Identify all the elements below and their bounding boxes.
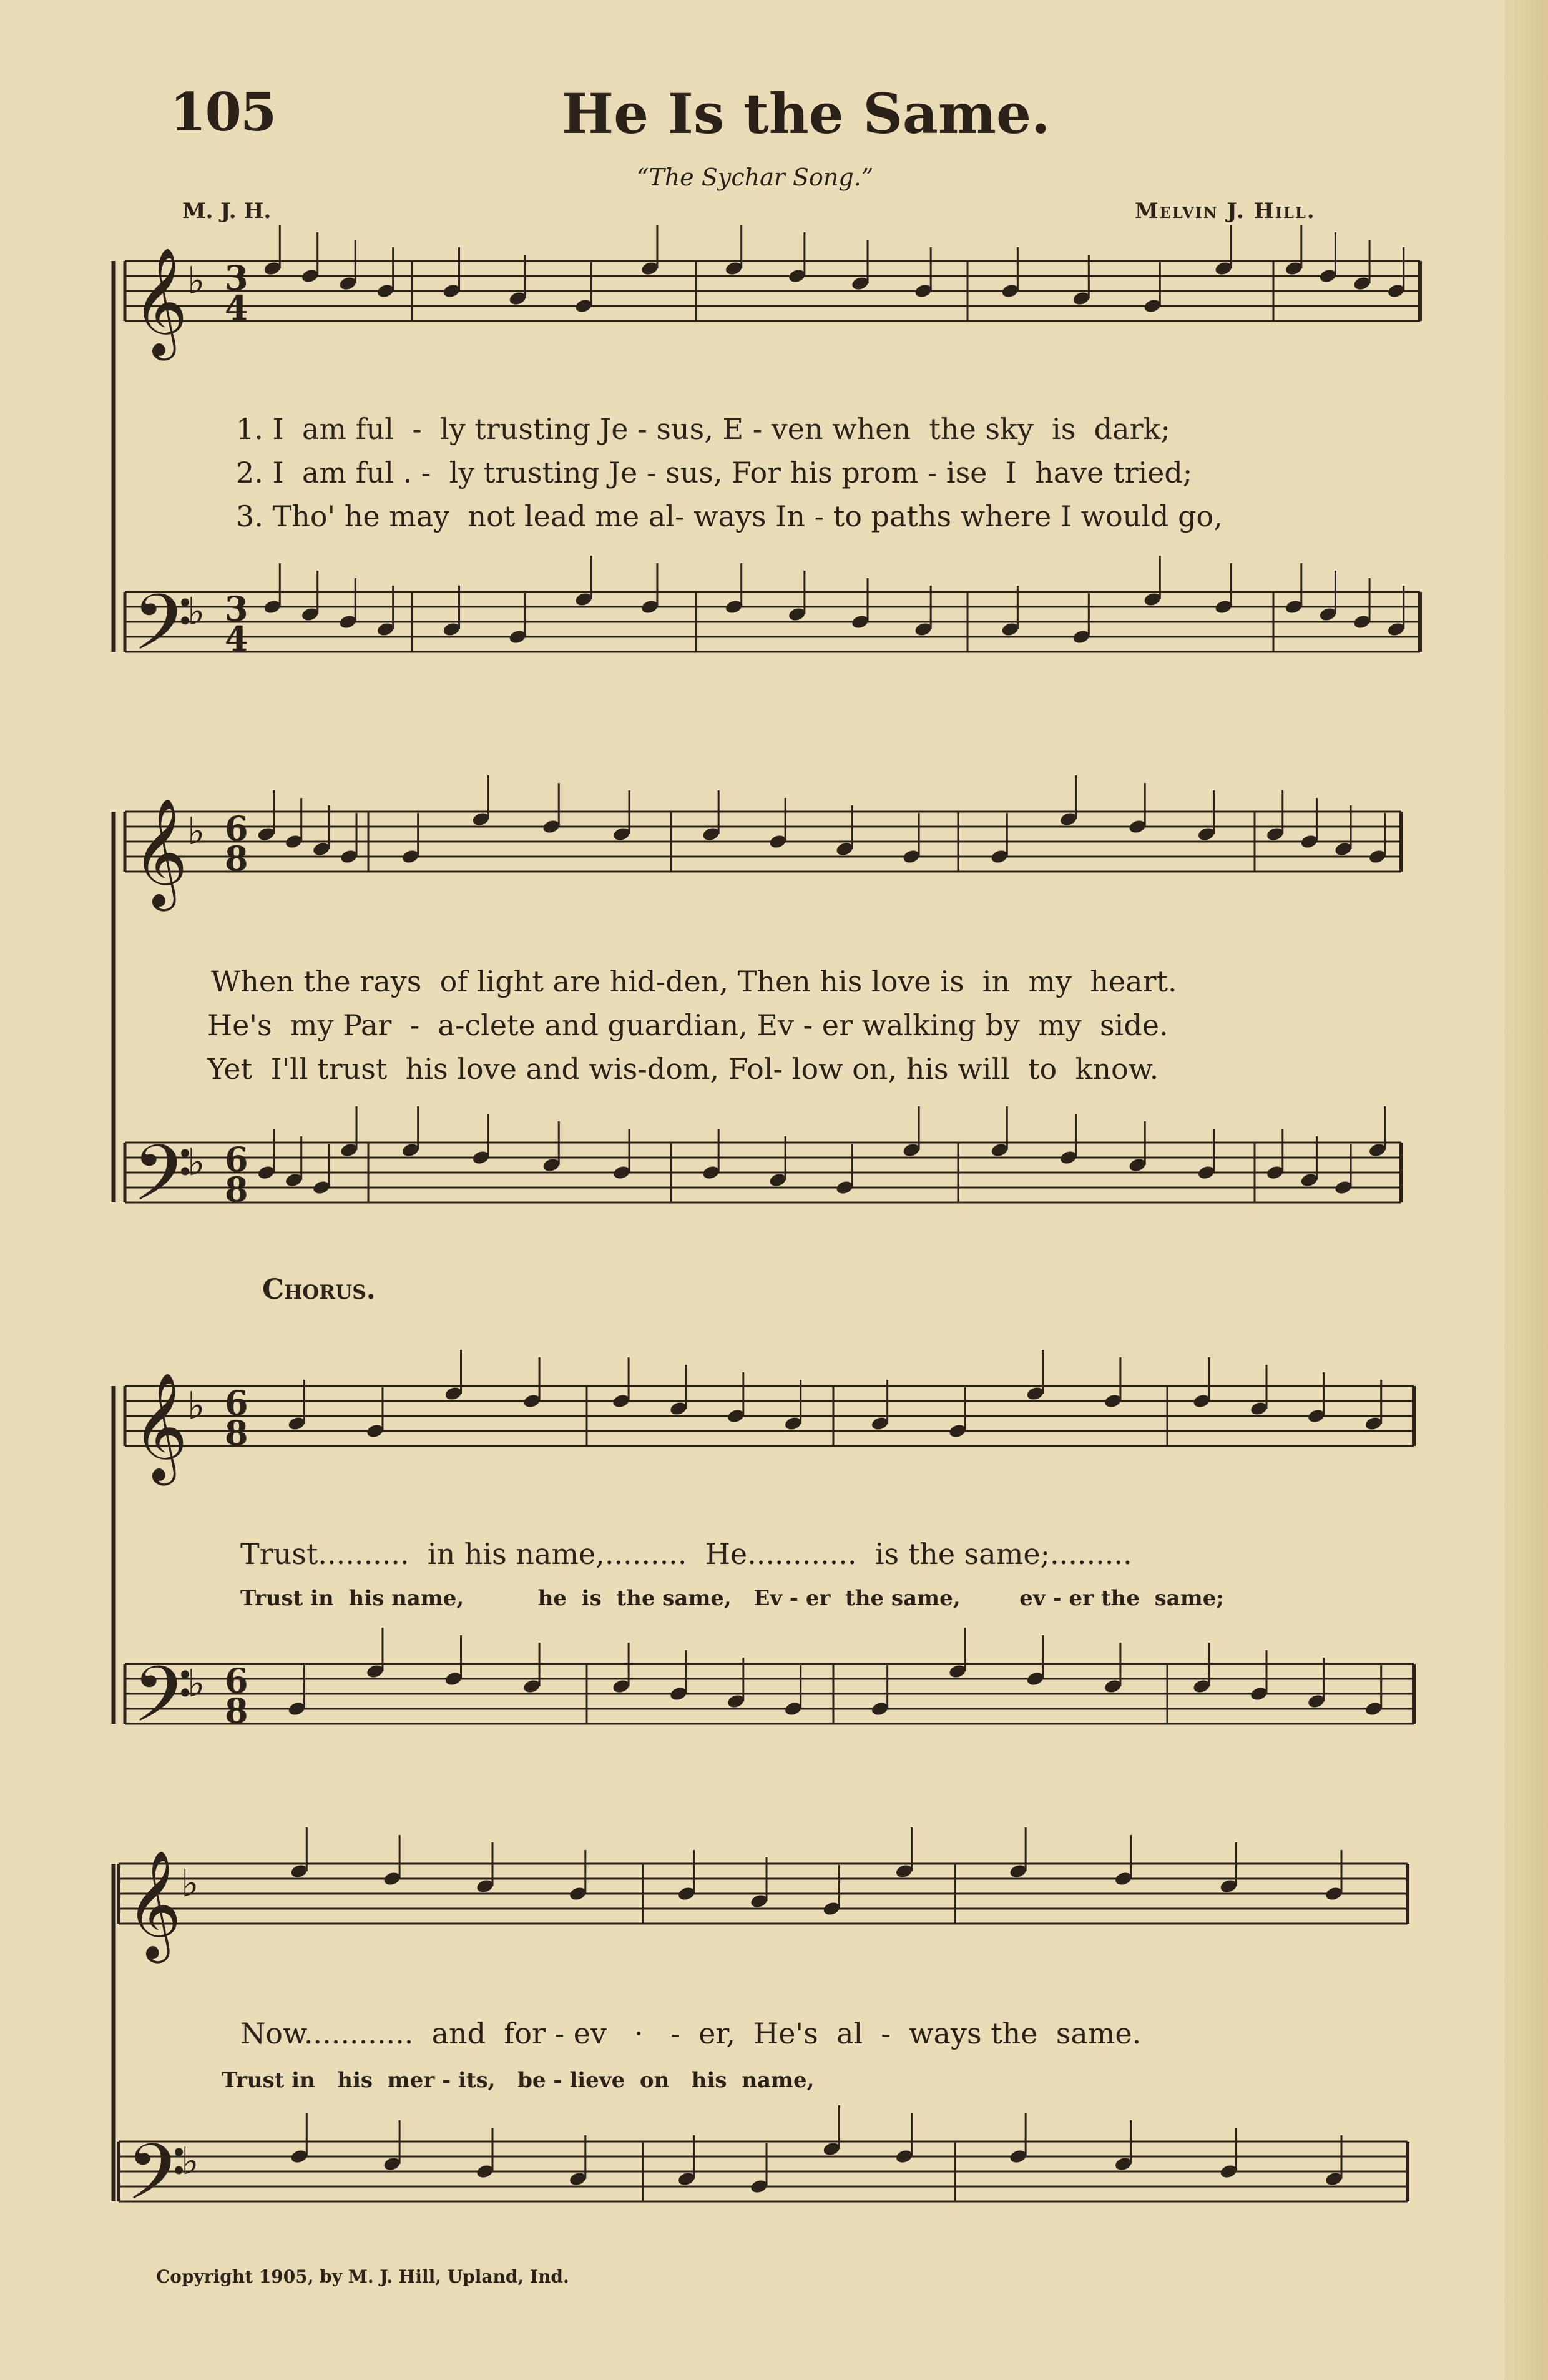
treble-clef-icon: 𝄞: [126, 1850, 182, 1959]
time-signature-top: 6: [225, 1139, 248, 1179]
chorus-line-1-upper: Trust.......... in his name,......... He............ is the same;.........: [240, 1537, 1132, 1571]
treble-clef-icon: 𝄞: [132, 1372, 188, 1481]
flat-icon: ♭: [187, 810, 205, 853]
flat-icon: ♭: [187, 1384, 205, 1428]
time-signature-top: 3: [225, 258, 248, 298]
time-signature-top: 6: [225, 1661, 248, 1701]
time-signature-bottom: 8: [225, 1169, 248, 1209]
flat-icon: ♭: [187, 1141, 205, 1184]
time-signature-top: 6: [225, 809, 248, 848]
bass-clef-icon: 𝄢: [132, 1129, 193, 1237]
bass-clef-icon: 𝄢: [132, 1650, 193, 1759]
time-signature-top: 3: [225, 589, 248, 629]
bass-clef-icon: 𝄢: [132, 578, 193, 687]
time-signature-bottom: 4: [225, 619, 248, 659]
time-signature-bottom: 8: [225, 1413, 248, 1453]
flat-icon: ♭: [187, 1662, 205, 1706]
treble-clef-icon: 𝄞: [132, 798, 188, 907]
flat-icon: ♭: [181, 2140, 199, 2183]
verse-2-line-1: 2. I am ful . - ly trusting Je - sus, For his prom - ise I have tried;: [236, 456, 1193, 489]
verse-3-line-1: 3. Tho' he may not lead me al- ways In - to paths where I would go,: [236, 499, 1223, 533]
chorus-line-2-lower: Trust in his mer - its, be - lieve on his name,: [222, 2068, 815, 2093]
bass-clef-icon: 𝄢: [126, 2128, 187, 2236]
music-credit: Melvin J. Hill.: [1135, 199, 1316, 224]
time-signature-bottom: 8: [225, 1691, 248, 1731]
copyright: Copyright 1905, by M. J. Hill, Upland, Ind.: [156, 2266, 569, 2287]
chorus-line-1-lower: Trust in his name, he is the same, Ev - er the same, ev - er the same;: [240, 1586, 1224, 1611]
flat-icon: ♭: [187, 259, 205, 303]
time-signature-bottom: 4: [225, 288, 248, 328]
hymn-subtitle: “The Sychar Song.”: [637, 164, 874, 191]
verse-1-line-1: 1. I am ful - ly trusting Je - sus, E - ven when the sky is dark;: [236, 412, 1170, 446]
time-signature-top: 6: [225, 1383, 248, 1423]
verse-2-line-2: He's my Par - a-clete and guardian, Ev - er walking by my side.: [207, 1008, 1168, 1042]
treble-clef-icon: 𝄞: [132, 247, 188, 356]
flat-icon: ♭: [187, 590, 205, 634]
hymn-number: 105: [170, 81, 276, 143]
verse-1-line-2: When the rays of light are hid-den, Then his love is in my heart.: [211, 965, 1177, 998]
verse-3-line-2: Yet I'll trust his love and wis-dom, Fol- low on, his will to know.: [207, 1052, 1159, 1086]
words-credit: M. J. H.: [182, 199, 272, 224]
chorus-label: Chorus.: [262, 1274, 376, 1306]
chorus-line-2-upper: Now............ and for - ev · - er, He's al - ways the same.: [240, 2017, 1142, 2050]
hymn-title: He Is the Same.: [562, 81, 1051, 146]
time-signature-bottom: 8: [225, 838, 248, 878]
flat-icon: ♭: [181, 1862, 199, 1905]
